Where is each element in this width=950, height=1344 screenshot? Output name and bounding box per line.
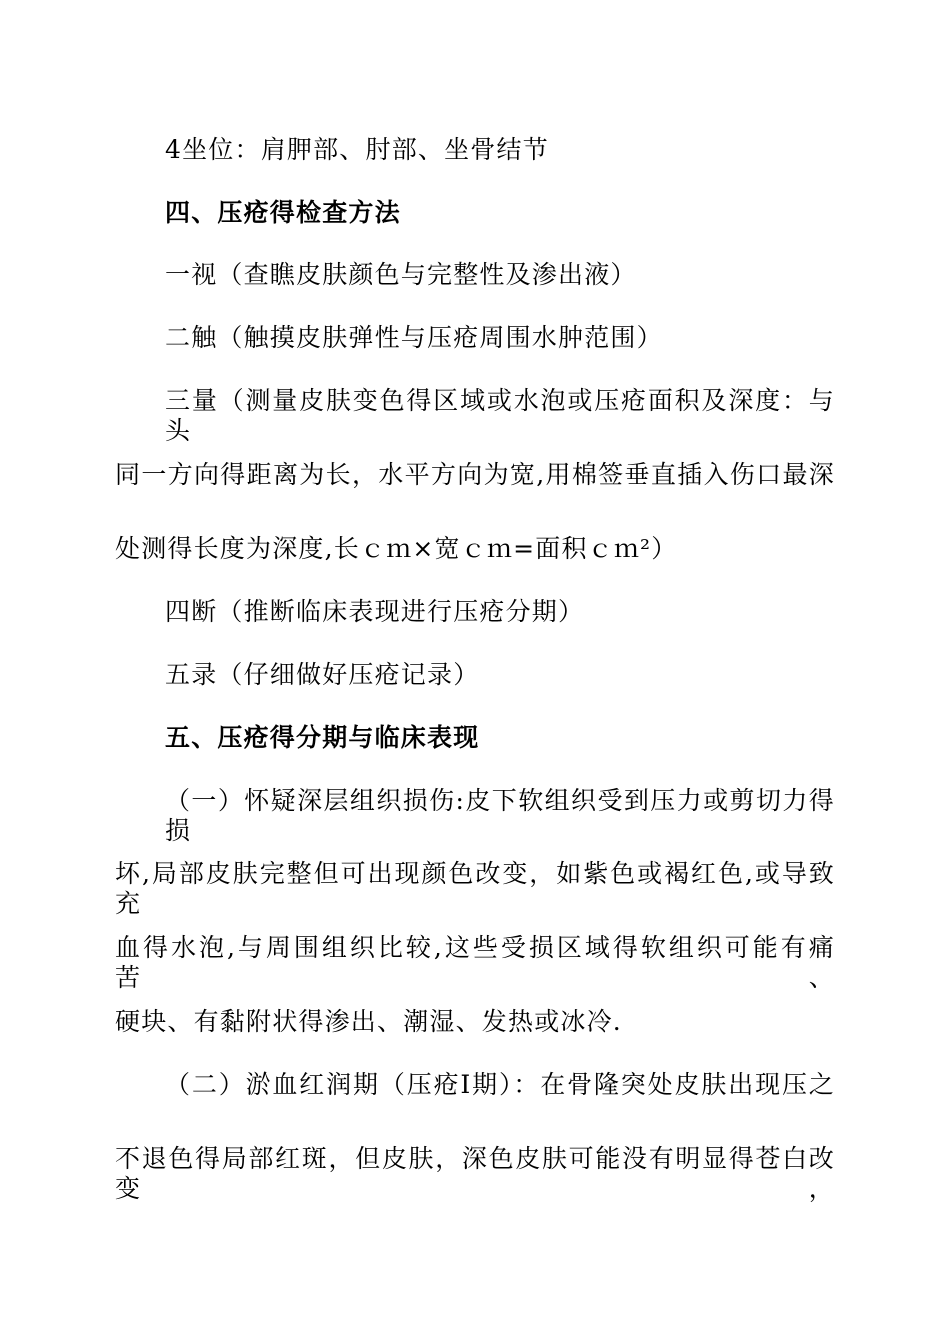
body-text-line: 不退色得局部红斑，但皮肤，深色皮肤可能没有明显得苍白改变， xyxy=(115,1144,835,1203)
body-text-line: 坏,局部皮肤完整但可出现颜色改变，如紫色或褐红色,或导致充 xyxy=(115,859,835,918)
body-text-line: （一）怀疑深层组织损伤:皮下软组织受到压力或剪切力得损 xyxy=(165,786,835,845)
body-text-line: 三量（测量皮肤变色得区域或水泡或压疮面积及深度：与头 xyxy=(165,386,835,445)
body-text-line: （二）淤血红润期（压疮Ⅰ期）：在骨隆突处皮肤出现压之 xyxy=(165,1070,835,1099)
body-text-line: 4坐位：肩胛部、肘部、坐骨结节 xyxy=(165,135,549,164)
section-heading: 五、压疮得分期与临床表现 xyxy=(165,723,480,752)
body-text-line: 同一方向得距离为长，水平方向为宽,用棉签垂直插入伤口最深 xyxy=(115,460,835,489)
body-text-line: 二触（触摸皮肤弹性与压疮周围水肿范围） xyxy=(165,323,663,352)
section-heading: 四、压疮得检查方法 xyxy=(165,198,401,227)
body-text-line: 处测得长度为深度,长ｃｍ×宽ｃｍ=面积ｃｍ²） xyxy=(115,534,678,563)
body-text-line: 四断（推断临床表现进行压疮分期） xyxy=(165,597,585,626)
body-text-line: 血得水泡,与周围组织比较,这些受损区域得软组织可能有痛苦、 xyxy=(115,933,835,992)
body-text-line: 硬块、有黏附状得渗出、潮湿、发热或冰冷. xyxy=(115,1007,622,1036)
body-text-line: 一视（查瞧皮肤颜色与完整性及渗出液） xyxy=(165,260,637,289)
body-text-line: 五录（仔细做好压疮记录） xyxy=(165,660,480,689)
